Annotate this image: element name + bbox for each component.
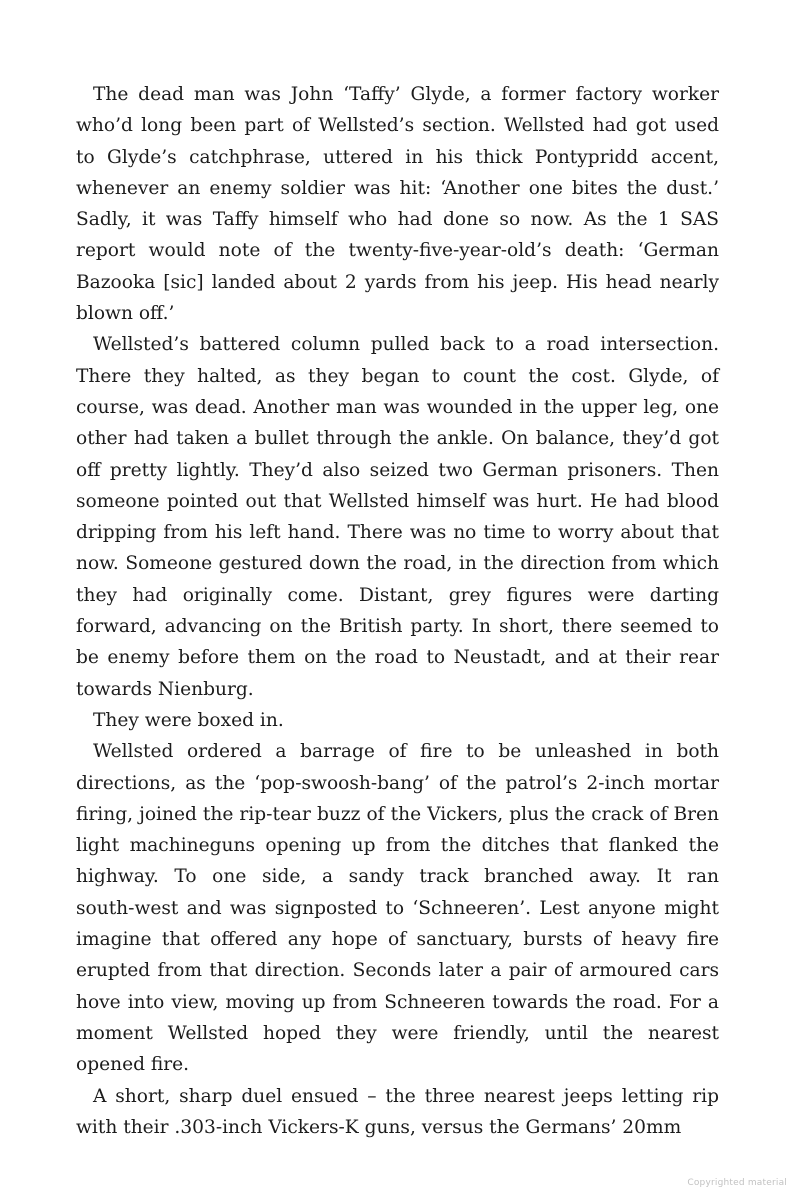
paragraph-short-sharp-duel: A short, sharp duel ensued – the three nearest jeeps letting rip with their .303-inch Vickers-K guns, versus the Germans’ 20mm xyxy=(76,1085,719,1138)
copyright-watermark: Copyrighted material xyxy=(687,1178,787,1188)
paragraph-boxed-in: They were boxed in. xyxy=(93,709,284,731)
paragraph-barrage-of-fire: Wellsted ordered a barrage of fire to be unleashed in both directions, as the ‘pop-swoosh-bang’ of the patrol’s 2-inch mortar firing, joined the rip-tear buzz of the Vickers, plus the crack of Bren light machineguns opening up from the ditches that flanked the highway. To one side, a sandy track branched away. It ran south-west and was signposted to ‘Schneeren’. Lest anyone might imagine that offered any hope of sanctuary, bursts of heavy fire erupted from that direction. Seconds later a pair of armoured cars hove into view, moving up from Schneeren towards the road. For a moment Wellsted hoped they were friendly, until the nearest opened fire. xyxy=(76,741,719,1076)
book-page-text xyxy=(76,79,719,1143)
paragraph-glyde-death: The dead man was John ‘Taffy’ Glyde, a former factory worker who’d long been part of Wellsted’s section. Wellsted had got used to Glyde’s catchphrase, uttered in his thick Pontypridd accent, whenever an enemy soldier was hit: ‘Another one bites the dust.’ Sadly, it was Taffy himself who had done so now. As the 1 SAS report would note of the twenty-five-year-old’s death: ‘German Bazooka [sic] landed about 2 yards from his jeep. His head nearly blown off.’ xyxy=(76,84,719,325)
paragraph-road-intersection: Wellsted’s battered column pulled back to a road intersection. There they halted, as they began to count the cost. Glyde, of course, was dead. Another man was wounded in the upper leg, one other had taken a bullet through the ankle. On balance, they’d got off pretty lightly. They’d also seized two German prisoners. Then someone pointed out that Wellsted himself was hurt. He had blood dripping from his left hand. There was no time to worry about that now. Someone gestured down the road, in the direction from which they had originally come. Distant, grey figures were darting forward, advancing on the British party. In short, there seemed to be enemy before them on the road to Neustadt, and at their rear towards Nienburg. xyxy=(76,334,719,700)
